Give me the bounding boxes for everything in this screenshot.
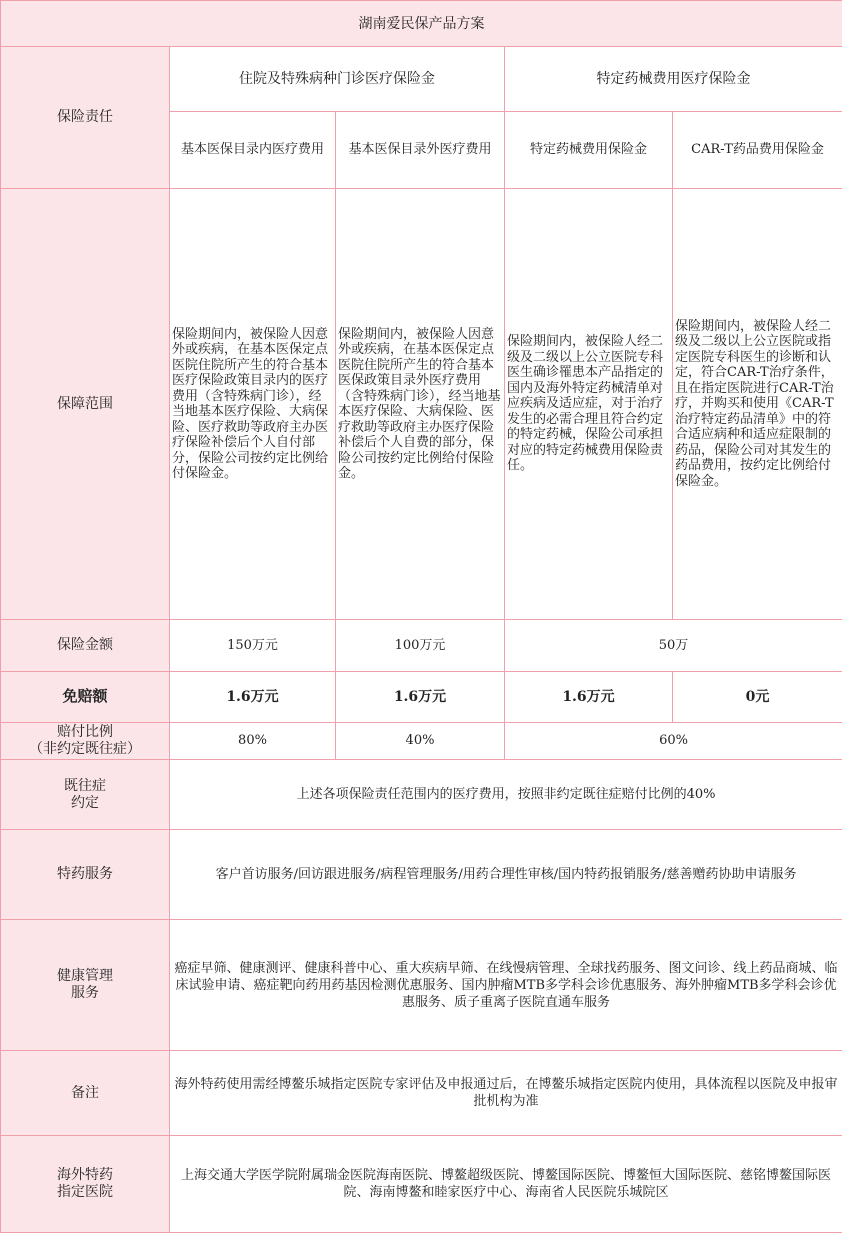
row-label-hospitals <box>1 1136 170 1233</box>
row-label-coverage <box>1 189 170 620</box>
coverage-in-catalog: 保险期间内，被保险人因意外或疾病，在基本医保定点医院住院所产生的符合基本医疗保险政策目录内的医疗费用（含特殊病门诊），经当地基本医疗保险、大病保险、医疗救助等政府主办医疗保险补偿后个人自付部分，保险公司按约定比例给付保险金。 <box>170 189 336 620</box>
row-label-amount <box>1 620 170 672</box>
ratio-out-catalog: 40% <box>336 723 505 760</box>
row-label-text: 备注 <box>71 1085 99 1101</box>
row-label-text: 免赔额 <box>62 687 107 705</box>
row-label-text: 海外特药 指定医院 <box>57 1167 113 1200</box>
row-label-deductible <box>1 672 170 723</box>
row-label-text: 特药服务 <box>57 866 113 882</box>
row-label-health <box>1 920 170 1051</box>
amount-special-drugs: 50万 <box>505 620 842 672</box>
row-label-remark <box>1 1051 170 1136</box>
drug-service-value: 客户首访服务/回访跟进服务/病程管理服务/用药合理性审核/国内特药报销服务/慈善赠药协助申请服务 <box>170 830 842 920</box>
table-title: 湖南爱民保产品方案 <box>1 1 842 47</box>
col-header-special-drug: 特定药械费用保险金 <box>505 112 673 189</box>
deductible-out-catalog: 1.6万元 <box>336 672 505 723</box>
row-label-text: 既往症 约定 <box>64 778 106 811</box>
ratio-special-drugs: 60% <box>505 723 842 760</box>
coverage-car-t: 保险期间内，被保险人经二级及二级以上公立医院或指定医院专科医生的诊断和认定，符合CAR-T治疗条件，且在指定医院进行CAR-T治疗，并购买和使用《CAR-T治疗特定药品清单》中的符合适应病种和适应症限制的药品，保险公司对其发生的药品费用，按约定比例给付保险金。 <box>673 189 842 620</box>
deductible-in-catalog: 1.6万元 <box>170 672 336 723</box>
row-label-drug-service <box>1 830 170 920</box>
preexisting-value: 上述各项保险责任范围内的医疗费用，按照非约定既往症赔付比例的40% <box>170 760 842 830</box>
row-label-preexisting <box>1 760 170 830</box>
group-header-inpatient: 住院及特殊病种门诊医疗保险金 <box>170 47 505 112</box>
coverage-out-catalog: 保险期间内，被保险人因意外或疾病，在基本医保定点医院住院所产生的符合基本医保政策目录外医疗费用（含特殊病门诊），经当地基本医疗保险、大病保险、医疗救助等政府主办医疗保险补偿后个人自费的部分，保险公司按约定比例给付保险金。 <box>336 189 505 620</box>
deductible-special-drug: 1.6万元 <box>505 672 673 723</box>
remark-value: 海外特药使用需经博鳌乐城指定医院专家评估及申报通过后，在博鳌乐城指定医院内使用，具体流程以医院及申报审批机构为准 <box>170 1051 842 1136</box>
row-label-text: 健康管理 服务 <box>57 968 113 1001</box>
col-header-out-catalog: 基本医保目录外医疗费用 <box>336 112 505 189</box>
deductible-car-t: 0元 <box>673 672 842 723</box>
hospitals-value: 上海交通大学医学院附属瑞金医院海南医院、博鳌超级医院、博鳌国际医院、博鳌恒大国际医院、慈铭博鳌国际医院、海南博鳌和睦家医疗中心、海南省人民医院乐城院区 <box>170 1136 842 1233</box>
coverage-special-drug: 保险期间内，被保险人经二级及二级以上公立医院专科医生确诊罹患本产品指定的国内及海外特定药械清单对应疾病及适应症，对于治疗发生的必需合理且符合约定的特定药械，保险公司承担对应的特定药械费用保险责任。 <box>505 189 673 620</box>
row-label-text: 赔付比例 （非约定既往症） <box>29 724 141 757</box>
col-header-car-t: CAR-T药品费用保险金 <box>673 112 842 189</box>
amount-in-catalog: 150万元 <box>170 620 336 672</box>
amount-out-catalog: 100万元 <box>336 620 505 672</box>
row-label-ratio <box>1 723 170 760</box>
row-label-text: 保险责任 <box>57 109 113 125</box>
health-service-value: 癌症早筛、健康测评、健康科普中心、重大疾病早筛、在线慢病管理、全球找药服务、图文问诊、线上药品商城、临床试验申请、癌症靶向药用药基因检测优惠服务、国内肿瘤MTB多学科会诊优惠服务、海外肿瘤MTB多学科会诊优惠服务、质子重离子医院直通车服务 <box>170 920 842 1051</box>
row-label-text: 保险金额 <box>57 637 113 653</box>
ratio-in-catalog: 80% <box>170 723 336 760</box>
col-header-in-catalog: 基本医保目录内医疗费用 <box>170 112 336 189</box>
row-label-responsibility <box>1 47 170 189</box>
row-label-text: 保障范围 <box>57 396 113 412</box>
group-header-special-drugs: 特定药械费用医疗保险金 <box>505 47 842 112</box>
